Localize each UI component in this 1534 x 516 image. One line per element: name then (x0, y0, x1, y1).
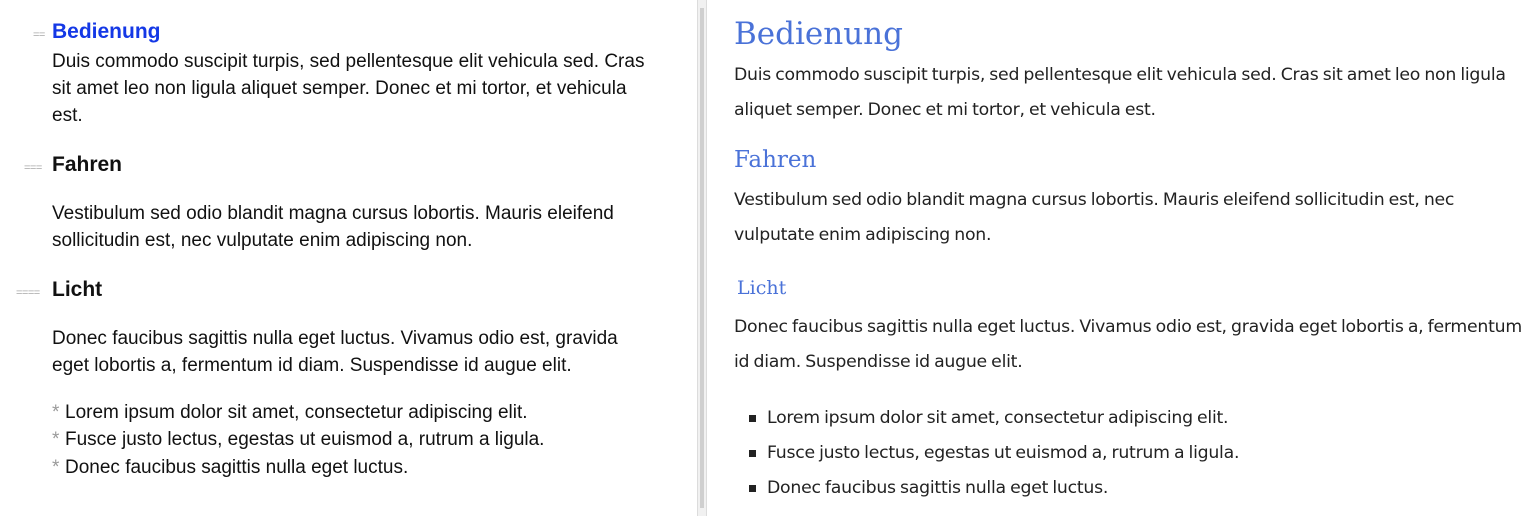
preview-pane (707, 0, 1534, 516)
editor-heading-licht[interactable]: Licht (52, 278, 103, 301)
pane-splitter[interactable] (697, 0, 707, 516)
preview-paragraph: Vestibulum sed odio blandit magna cursus lobortis. Mauris eleifend sollicitudin est, nec vulputate enim adipiscing non. (734, 190, 1455, 245)
list-bullet-icon (749, 450, 756, 457)
heading-level-marker: === (24, 162, 42, 174)
preview-heading-h2: Fahren (734, 147, 817, 173)
list-bullet-marker: * (52, 457, 60, 478)
list-bullet-marker: * (52, 402, 60, 423)
editor-text-line[interactable]: Duis commodo suscipit turpis, sed pellentesque elit vehicula sed. Cras (52, 51, 645, 72)
editor-text-line[interactable]: sit amet leo non ligula aliquet semper. Donec et mi tortor, et vehicula (52, 78, 627, 99)
editor-list-item[interactable] (52, 426, 544, 453)
editor-heading-fahren[interactable]: Fahren (52, 153, 123, 176)
editor-text-line[interactable]: sollicitudin est, nec vulputate enim adipiscing non. (52, 230, 473, 251)
list-bullet-icon (749, 415, 756, 422)
preview-list-item: Donec faucibus sagittis nulla eget luctus. (767, 478, 1109, 498)
editor-text-line[interactable]: est. (52, 105, 83, 126)
heading-level-marker: ==== (16, 287, 40, 299)
preview-list-item: Fusce justo lectus, egestas ut euismod a, rutrum a ligula. (767, 443, 1240, 463)
preview-list-item: Lorem ipsum dolor sit amet, consectetur adipiscing elit. (767, 408, 1229, 428)
source-editor-pane[interactable] (0, 0, 697, 516)
preview-heading-h1: Bedienung (734, 16, 903, 52)
preview-paragraph: Donec faucibus sagittis nulla eget luctus. Vivamus odio est, gravida eget lobortis a, fermentum id diam. Suspendisse id augue elit. (734, 317, 1522, 372)
editor-list-item[interactable] (52, 454, 408, 481)
editor-list-item-text: Donec faucibus sagittis nulla eget luctus. (65, 457, 409, 478)
editor-text-line[interactable]: Vestibulum sed odio blandit magna cursus lobortis. Mauris eleifend (52, 203, 614, 224)
preview-paragraph: Duis commodo suscipit turpis, sed pellentesque elit vehicula sed. Cras sit amet leo non ligula aliquet semper. Donec et mi tortor, et vehicula est. (734, 65, 1506, 120)
editor-list-item-text: Lorem ipsum dolor sit amet, consectetur adipiscing elit. (65, 402, 528, 423)
editor-list-item-text: Fusce justo lectus, egestas ut euismod a, rutrum a ligula. (65, 429, 545, 450)
editor-list-item[interactable] (52, 399, 528, 426)
editor-text-line[interactable]: eget lobortis a, fermentum id diam. Suspendisse id augue elit. (52, 355, 572, 376)
heading-level-marker: == (33, 29, 45, 41)
editor-text-line[interactable]: Donec faucibus sagittis nulla eget luctus. Vivamus odio est, gravida (52, 328, 618, 349)
editor-heading-bedienung[interactable]: Bedienung (52, 20, 161, 43)
preview-heading-h3: Licht (737, 277, 787, 299)
splitter-grip[interactable] (700, 8, 704, 508)
list-bullet-icon (749, 485, 756, 492)
list-bullet-marker: * (52, 429, 60, 450)
